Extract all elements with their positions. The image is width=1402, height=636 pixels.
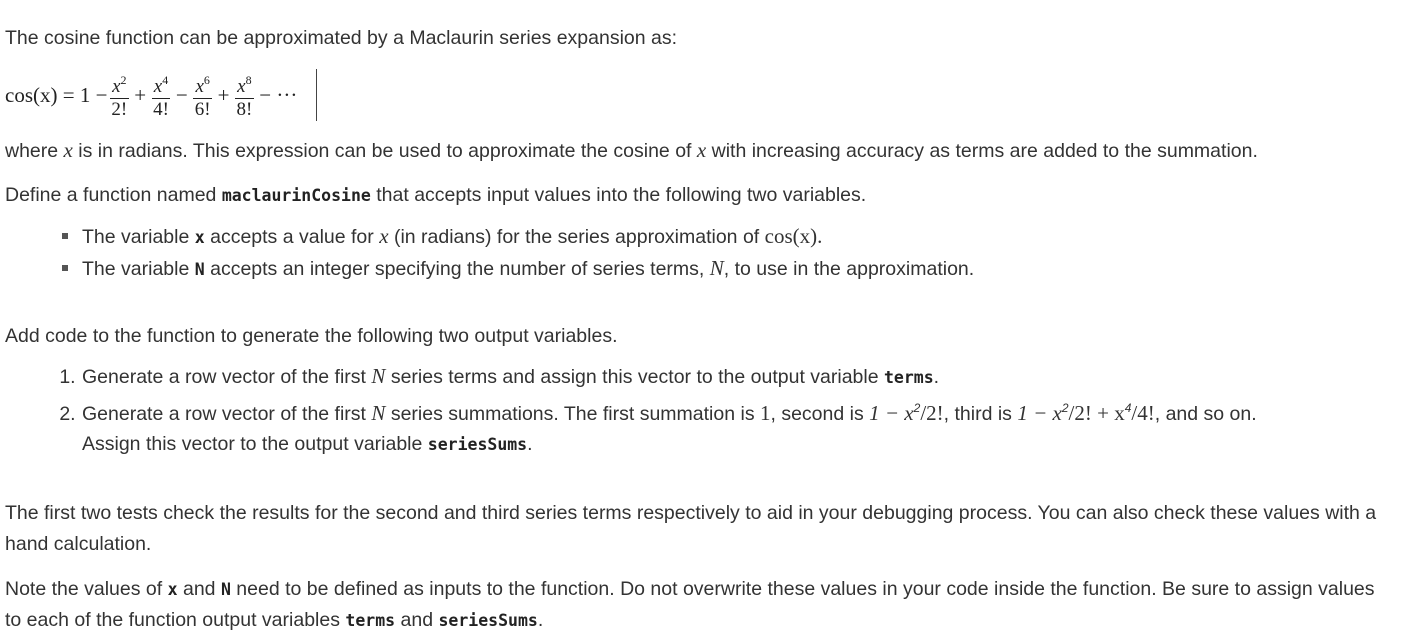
term-x6: $\frac{x^6}{6!}$ (193, 69, 213, 121)
input-list (5, 221, 1402, 285)
formula-lhs: cos(x) = 1 − (5, 82, 108, 107)
list-item: 2. Generate a row vector of the first N series summations. The first summation is 1, second is $1 - x^2/2$!, third is $1 - x^2/2$! + $x^4/4$!, and so on. Assign this vector to the output variable seriesSums. (81, 393, 1402, 460)
list-item: 1. Generate a row vector of the first N series terms and assign this vector to the output variable terms. (81, 361, 1402, 393)
tests-text: The first two tests check the results for the second and third series terms respectively to aid in your debugging process. You can also check these values with a hand calculation. (5, 502, 1377, 555)
function-name: maclaurinCosine (221, 186, 371, 205)
list-item: The variable N accepts an integer specifying the number of series terms, N, to use in the approximation. (62, 253, 1402, 285)
term-x8: $\frac{x^8}{8!}$ (234, 69, 254, 121)
term-x4: $\frac{x^4}{4!}$ (151, 69, 171, 121)
maclaurin-formula: cos(x) = 1 − $\frac{x^2}{2!}$ + $\frac{x^4}{4!}$ − $\frac{x^6}{6!}$ + $\frac{x^8}{8!}$ − ··· (5, 69, 317, 121)
where-text: where x is in radians. This expression can be used to approximate the cosine of x with increasing accuracy as terms are added to the summation. (5, 138, 1258, 162)
note-text: Note the values of x and N need to be defined as inputs to the function. Do not overwrite these values in your code inside the function. Be sure to assign values to each of the function output variables terms and seriesSums. (5, 578, 1375, 631)
list-item: The variable x accepts a value for x (in radians) for the series approximation of cos(x). (62, 221, 1402, 253)
intro-text: The cosine function can be approximated by a Maclaurin series expansion as: (5, 27, 678, 49)
formula-tail: − ··· (259, 82, 298, 107)
term-x2: $\frac{x^2}{2!}$ (109, 69, 129, 121)
define-text: Define a function named maclaurinCosine that accepts input values into the following two variables. (5, 184, 867, 206)
output-list (5, 361, 1402, 460)
add-code-text: Add code to the function to generate the following two output variables. (5, 325, 618, 347)
